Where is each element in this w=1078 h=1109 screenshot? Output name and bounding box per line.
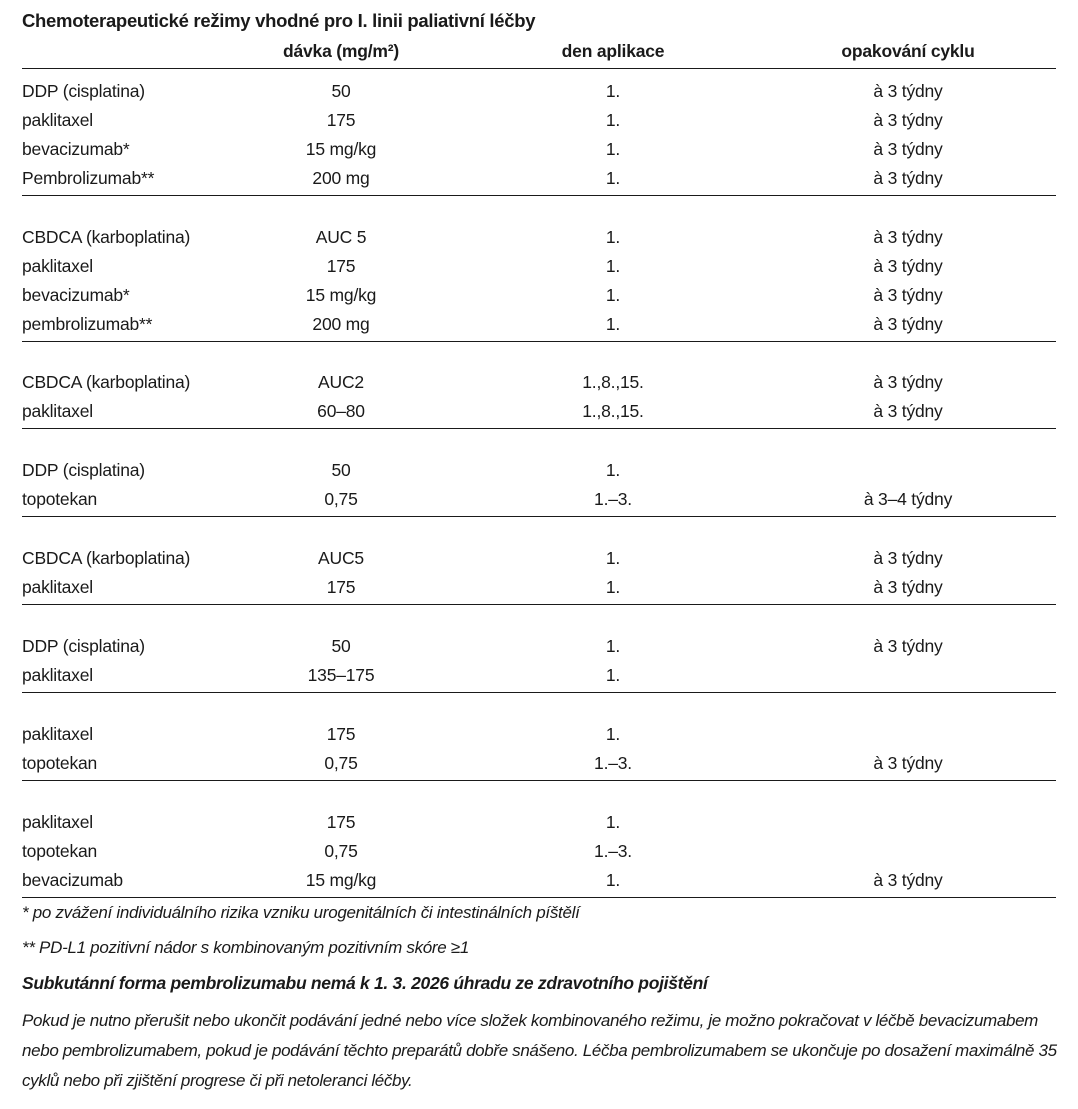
drug-name: paklitaxel (22, 401, 93, 421)
table-row (22, 281, 1056, 310)
dose-cell: 15 mg/kg (305, 285, 377, 305)
table-row (22, 866, 1056, 895)
day-cell: 1. (605, 636, 621, 656)
dose-cell: 135–175 (307, 665, 375, 685)
day-cell: 1. (605, 870, 621, 890)
repeat-cell: à 3 týdny (873, 753, 943, 773)
repeat-cell: à 3 týdny (873, 256, 943, 276)
repeat-cell: à 3 týdny (873, 870, 943, 890)
table-row (22, 808, 1056, 837)
table-title: Chemoterapeutické režimy vhodné pro I. linii paliativní léčby (22, 10, 536, 31)
day-cell: 1. (605, 139, 621, 159)
table-row (22, 368, 1056, 397)
table-row (22, 223, 1056, 252)
drug-name: topotekan (22, 841, 98, 861)
dose-cell: 50 (331, 81, 351, 101)
repeat-cell: à 3 týdny (873, 110, 943, 130)
footnote-single-asterisk: * po zvážení individuálního rizika vzniku urogenitálních či intestinálních píštělí (22, 903, 580, 922)
table-row (22, 310, 1056, 339)
repeat-cell: à 3 týdny (873, 314, 943, 334)
table-row (22, 485, 1056, 514)
table-row (22, 164, 1056, 193)
repeat-cell: à 3–4 týdny (863, 489, 953, 509)
drug-name: topotekan (22, 753, 98, 773)
table-row (22, 720, 1056, 749)
dose-cell: AUC 5 (315, 227, 367, 247)
dose-cell: AUC2 (318, 372, 364, 392)
dose-cell: 175 (326, 256, 356, 276)
table-row (22, 544, 1056, 573)
repeat-cell: à 3 týdny (873, 168, 943, 188)
repeat-cell: à 3 týdny (873, 139, 943, 159)
repeat-cell: à 3 týdny (873, 401, 943, 421)
dose-cell: 0,75 (324, 841, 358, 861)
dose-cell: 175 (326, 110, 356, 130)
day-cell: 1. (605, 548, 621, 568)
table-row (22, 573, 1056, 602)
dose-cell: 15 mg/kg (305, 139, 377, 159)
dose-cell: AUC5 (318, 548, 364, 568)
regimen-group (22, 223, 1056, 342)
dose-cell: 200 mg (312, 314, 370, 334)
drug-name: bevacizumab* (22, 139, 130, 159)
header-day: den aplikace (561, 41, 665, 61)
dose-cell: 0,75 (324, 753, 358, 773)
drug-name: paklitaxel (22, 577, 93, 597)
repeat-cell: à 3 týdny (873, 577, 943, 597)
drug-name: paklitaxel (22, 812, 93, 832)
repeat-cell: à 3 týdny (873, 227, 943, 247)
regimen-group (22, 808, 1056, 898)
drug-name: bevacizumab (22, 870, 123, 890)
regimen-group (22, 456, 1056, 517)
table-row (22, 397, 1056, 426)
header-dose: dávka (mg/m²) (282, 41, 400, 61)
drug-name: paklitaxel (22, 724, 93, 744)
day-cell: 1. (605, 227, 621, 247)
drug-name: DDP (cisplatina) (22, 460, 145, 480)
table-row (22, 632, 1056, 661)
repeat-cell: à 3 týdny (873, 285, 943, 305)
drug-name: paklitaxel (22, 110, 93, 130)
table-row (22, 135, 1056, 164)
footnote-double-asterisk: ** PD-L1 pozitivní nádor s kombinovaným pozitivním skóre ≥1 (22, 938, 470, 957)
header-repeat: opakování cyklu (841, 41, 975, 61)
table-header (22, 40, 1056, 69)
table-row (22, 106, 1056, 135)
regimen-group (22, 720, 1056, 781)
dose-cell: 175 (326, 577, 356, 597)
dose-cell: 50 (331, 460, 351, 480)
day-cell: 1. (605, 460, 621, 480)
drug-name: bevacizumab* (22, 285, 130, 305)
table-row (22, 749, 1056, 778)
day-cell: 1. (605, 812, 621, 832)
day-cell: 1. (605, 81, 621, 101)
day-cell: 1. (605, 285, 621, 305)
day-cell: 1.,8.,15. (582, 372, 644, 392)
table-row (22, 252, 1056, 281)
dose-cell: 175 (326, 724, 356, 744)
repeat-cell: à 3 týdny (873, 548, 943, 568)
regimen-group (22, 77, 1056, 196)
drug-name: CBDCA (karboplatina) (22, 548, 191, 568)
repeat-cell: à 3 týdny (873, 81, 943, 101)
dose-cell: 0,75 (324, 489, 358, 509)
drug-name: CBDCA (karboplatina) (22, 372, 191, 392)
repeat-cell: à 3 týdny (873, 372, 943, 392)
dose-cell: 200 mg (312, 168, 370, 188)
table-row (22, 837, 1056, 866)
day-cell: 1. (605, 168, 621, 188)
regimen-group (22, 368, 1056, 429)
dose-cell: 15 mg/kg (305, 870, 377, 890)
day-cell: 1.–3. (594, 841, 632, 861)
drug-name: DDP (cisplatina) (22, 81, 145, 101)
day-cell: 1.–3. (594, 753, 632, 773)
regimen-group (22, 544, 1056, 605)
drug-name: topotekan (22, 489, 98, 509)
day-cell: 1. (605, 256, 621, 276)
drug-name: paklitaxel (22, 256, 93, 276)
drug-name: DDP (cisplatina) (22, 636, 145, 656)
drug-name: Pembrolizumab** (22, 168, 155, 188)
table-row (22, 456, 1056, 485)
day-cell: 1. (605, 314, 621, 334)
drug-name: paklitaxel (22, 665, 93, 685)
day-cell: 1.–3. (594, 489, 632, 509)
table-row (22, 77, 1056, 106)
dose-cell: 50 (331, 636, 351, 656)
day-cell: 1. (605, 665, 621, 685)
reimbursement-notice: Subkutánní forma pembrolizumabu nemá k 1. 3. 2026 úhradu ze zdravotního pojištění (22, 973, 708, 993)
day-cell: 1. (605, 724, 621, 744)
day-cell: 1.,8.,15. (582, 401, 644, 421)
dose-cell: 175 (326, 812, 356, 832)
repeat-cell: à 3 týdny (873, 636, 943, 656)
table-row (22, 661, 1056, 690)
day-cell: 1. (605, 110, 621, 130)
dose-cell: 60–80 (317, 401, 365, 421)
drug-name: CBDCA (karboplatina) (22, 227, 191, 247)
regimen-group (22, 632, 1056, 693)
day-cell: 1. (605, 577, 621, 597)
treatment-note: Pokud je nutno přerušit nebo ukončit podávání jedné nebo více složek kombinovaného režimu, je možno pokračovat v léčbě bevacizumabem nebo pembrolizumabem, pokud je podávání těchto preparátů dobře snášeno. Léčba pembrolizumabem se ukončuje po dosažení maximálně 35 cyklů nebo při zjištění progrese či při netoleranci léčby. (22, 1011, 1057, 1090)
drug-name: pembrolizumab** (22, 314, 153, 334)
